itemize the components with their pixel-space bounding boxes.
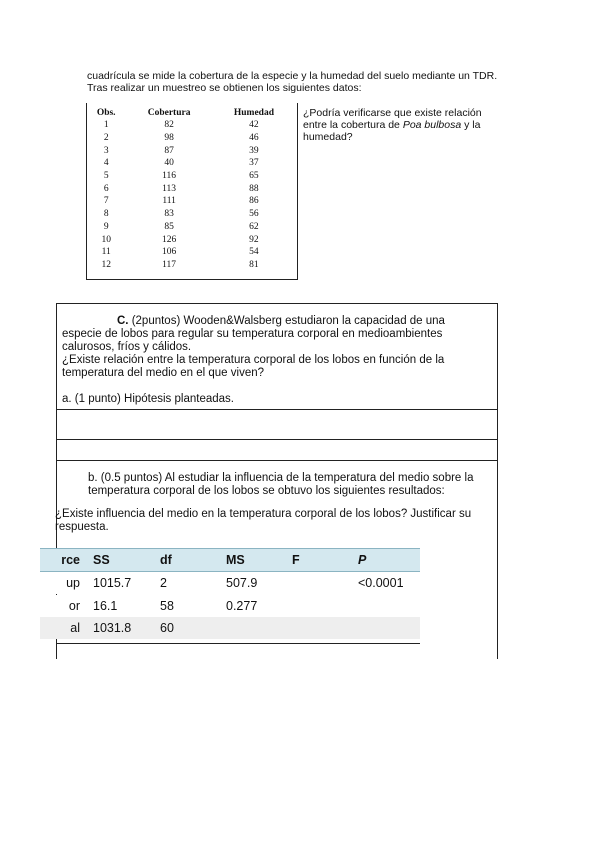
header-cobertura: Cobertura [147, 107, 191, 118]
anova-header-f: F [292, 553, 300, 567]
cell-obs: 9 [103, 221, 109, 232]
cell-humedad: 62 [249, 221, 259, 232]
cell-obs: 2 [103, 133, 109, 144]
divider [56, 439, 497, 440]
cell-cobertura: 87 [164, 145, 174, 156]
cell-humedad: 92 [249, 234, 259, 245]
cell-obs: 1 [103, 120, 109, 131]
anova-header-row [40, 548, 420, 572]
cell-cobertura: 113 [162, 183, 177, 194]
cell-humedad: 46 [249, 133, 259, 144]
cell-humedad: 39 [249, 145, 259, 156]
table-row [87, 246, 295, 259]
table-row [40, 595, 420, 617]
part-b-text [88, 472, 498, 498]
divider [56, 460, 497, 461]
cell-obs: 6 [103, 183, 109, 194]
cell-cobertura: 85 [164, 221, 174, 232]
cell-obs: 4 [103, 158, 109, 169]
part-b-question [55, 508, 495, 534]
part-b-line-3: ¿Existe influencia del medio en la temperatura corporal de los lobos? Justificar su [55, 508, 472, 520]
part-a-label: a. (1 punto) Hipótesis planteadas. [62, 393, 234, 405]
question-relation [303, 107, 503, 143]
table-row [87, 170, 295, 183]
header-obs: Obs. [96, 107, 116, 118]
anova-ms: 0.277 [226, 599, 258, 613]
cell-obs: 7 [103, 196, 109, 207]
cell-obs: 12 [101, 259, 111, 270]
table-row [87, 259, 295, 272]
anova-ms: 507.9 [226, 576, 258, 590]
table-row [87, 157, 295, 170]
anova-header-ss: SS [93, 553, 110, 567]
anova-p: <0.0001 [358, 576, 404, 590]
anova-header-p: P [358, 553, 367, 567]
cell-obs: 3 [103, 145, 109, 156]
cell-obs: 10 [101, 234, 111, 245]
section-c-text [62, 315, 492, 406]
observation-table [87, 106, 295, 271]
part-b-line-4: respuesta. [55, 521, 109, 533]
table-row [87, 233, 295, 246]
cell-cobertura: 82 [164, 120, 174, 131]
table-row [87, 144, 295, 157]
section-c-intro: (2puntos) Wooden&Walsberg estudiaron la capacidad de una [128, 315, 445, 327]
section-c-line-4: ¿Existe relación entre la temperatura corporal de los lobos en función de la [62, 354, 445, 366]
section-c-line-1 [62, 315, 492, 328]
anova-source: up [66, 576, 80, 590]
cell-humedad: 56 [249, 209, 259, 220]
observation-table-box [86, 103, 298, 280]
anova-source: or [68, 599, 80, 613]
divider [56, 643, 420, 644]
intro-paragraph [87, 70, 537, 94]
anova-header-ms: MS [226, 553, 245, 567]
section-c-line-2: especie de lobos para regular su temperatura corporal en medioambientes [62, 328, 443, 340]
table-row [87, 132, 295, 145]
anova-df: 2 [160, 576, 167, 590]
section-c-line-3: calurosos, fríos y cálidos. [62, 341, 192, 353]
cell-cobertura: 117 [162, 259, 177, 270]
section-c-line-5: temperatura del medio en el que viven? [62, 367, 265, 379]
cell-cobertura: 126 [161, 234, 177, 245]
part-b-line-1: b. (0.5 puntos) Al estudiar la influencia de la temperatura del medio sobre la [88, 472, 474, 484]
anova-ss: 1015.7 [93, 576, 132, 590]
question-line-2-post: y la [461, 119, 481, 131]
cell-humedad: 86 [249, 196, 259, 207]
table-row [87, 195, 295, 208]
question-line-2 [303, 119, 503, 131]
observation-table-header [87, 106, 295, 119]
cell-humedad: 65 [249, 171, 259, 182]
intro-line-2: Tras realizar un muestreo se obtienen los siguientes datos: [87, 82, 362, 94]
anova-header-df: df [160, 553, 172, 567]
section-c-label: C. [117, 315, 129, 327]
divider [56, 643, 57, 658]
cell-humedad: 81 [249, 259, 259, 270]
cell-humedad: 37 [249, 158, 259, 169]
table-row [87, 208, 295, 221]
table-row [40, 572, 420, 594]
table-row [87, 221, 295, 234]
table-row [87, 119, 295, 132]
intro-line-1: cuadrícula se mide la cobertura de la especie y la humedad del suelo mediante un TDR. [87, 70, 498, 82]
cell-humedad: 42 [249, 120, 259, 131]
table-row [40, 617, 420, 639]
species-name: Poa bulbosa [402, 119, 462, 131]
anova-df: 58 [160, 599, 174, 613]
cell-humedad: 88 [249, 183, 259, 194]
anova-header-source: rce [61, 553, 80, 567]
question-line-3: humedad? [303, 131, 353, 143]
header-humedad: Humedad [233, 107, 274, 118]
cell-obs: 8 [103, 209, 109, 220]
part-b-line-2: temperatura corporal de los lobos se obtuvo los siguientes resultados: [88, 485, 445, 497]
question-line-2-pre: entre la cobertura de [303, 119, 403, 131]
cell-cobertura: 83 [164, 209, 174, 220]
cell-cobertura: 116 [162, 171, 177, 182]
anova-source: al [70, 621, 80, 635]
table-row [87, 182, 295, 195]
cell-cobertura: 98 [164, 133, 174, 144]
cell-cobertura: 40 [164, 158, 174, 169]
cell-humedad: 54 [249, 247, 259, 258]
cell-obs: 11 [101, 247, 111, 258]
cell-cobertura: 106 [161, 247, 177, 258]
divider [56, 409, 497, 410]
anova-ss: 1031.8 [93, 621, 132, 635]
anova-ss: 16.1 [93, 599, 118, 613]
question-line-1: ¿Podría verificarse que existe relación [303, 107, 482, 119]
cell-obs: 5 [103, 171, 109, 182]
f-value-box [283, 573, 341, 593]
cell-cobertura: 111 [162, 196, 176, 207]
anova-df: 60 [160, 621, 174, 635]
